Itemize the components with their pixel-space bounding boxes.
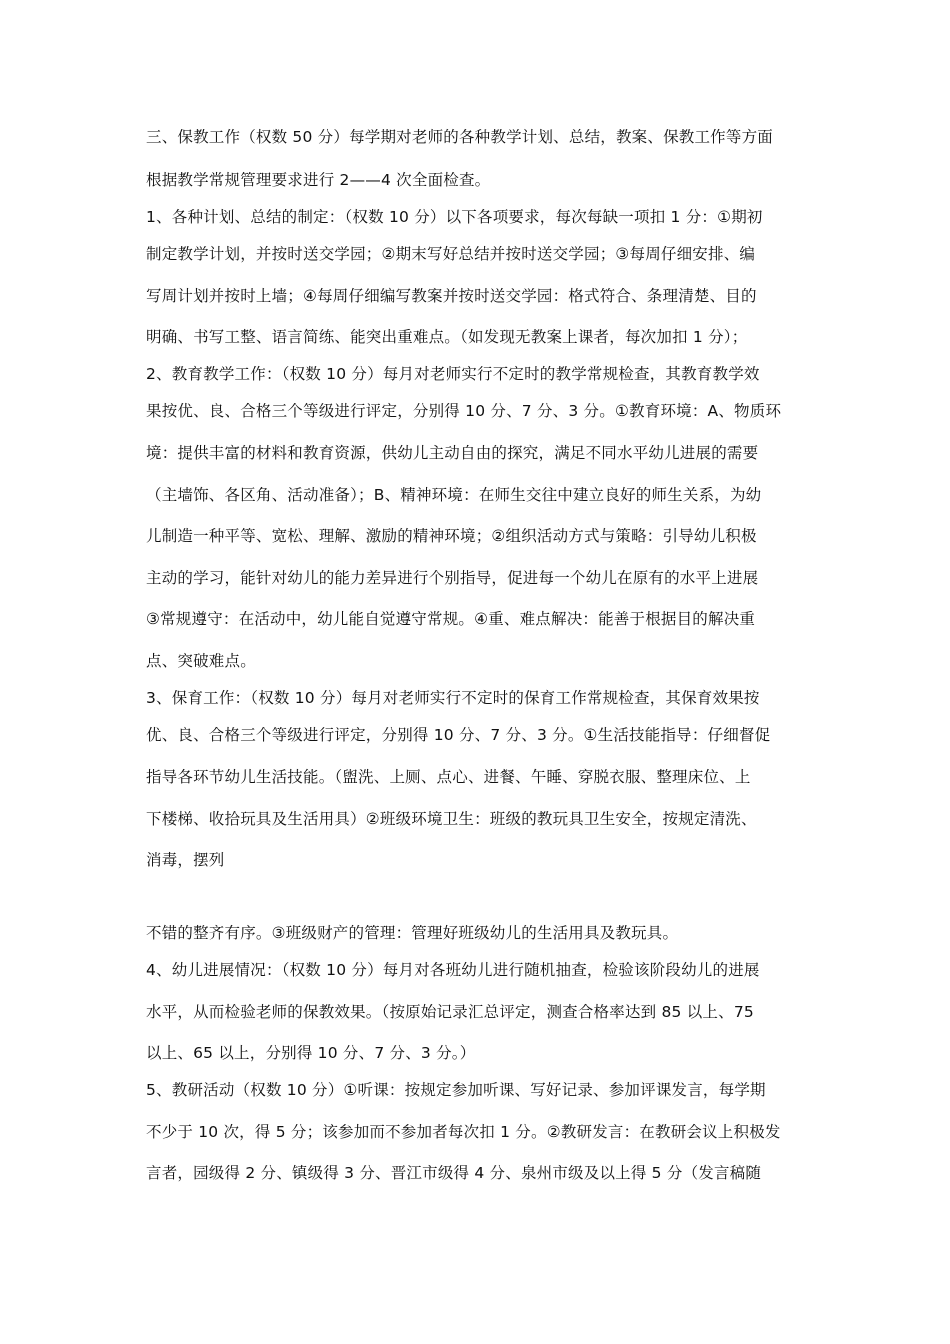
text-line: 指导各环节幼儿生活技能。（盥洗、上厕、点心、进餐、午睡、穿脱衣服、整理床位、上 <box>146 768 751 786</box>
text-line: 消毒，摆列 <box>146 851 225 869</box>
text-line: 制定教学计划，并按时送交学园；②期末写好总结并按时送交学园；③每周仔细安排、编 <box>146 245 756 263</box>
text-line: 4、幼儿进展情况：（权数 10 分）每月对各班幼儿进行随机抽查，检验该阶段幼儿的进展 <box>146 961 760 979</box>
text-line: 根据教学常规管理要求进行 2——4 次全面检查。 <box>146 171 491 189</box>
text-line: 水平，从而检验老师的保教效果。（按原始记录汇总评定，测查合格率达到 85 以上、75 <box>146 1003 754 1021</box>
text-line: 1、各种计划、总结的制定：（权数 10 分）以下各项要求，每次每缺一项扣 1 分：①期初 <box>146 208 763 226</box>
text-line: 言者，园级得 2 分、镇级得 3 分、晋江市级得 4 分、泉州市级及以上得 5 分（发言稿随 <box>146 1164 762 1182</box>
text-line: 不少于 10 次，得 5 分；该参加而不参加者每次扣 1 分。②教研发言：在教研会议上积极发 <box>146 1123 781 1141</box>
text-line: 境：提供丰富的材料和教育资源，供幼儿主动自由的探究，满足不同水平幼儿进展的需要 <box>146 444 759 462</box>
text-line: 优、良、合格三个等级进行评定，分别得 10 分、7 分、3 分。①生活技能指导：仔细督促 <box>146 726 771 744</box>
text-line: 不错的整齐有序。③班级财产的管理：管理好班级幼儿的生活用具及教玩具。 <box>146 924 679 942</box>
text-line: 明确、书写工整、语言简练、能突出重难点。（如发现无教案上课者，每次加扣 1 分）； <box>146 328 748 346</box>
text-line: 写周计划并按时上墙；④每周仔细编写教案并按时送交学园：格式符合、条理清楚、目的 <box>146 287 757 305</box>
text-line: 2、教育教学工作：（权数 10 分）每月对老师实行不定时的教学常规检查，其教育教学效 <box>146 365 760 383</box>
text-line: 5、教研活动（权数 10 分）①听课：按规定参加听课、写好记录、参加评课发言，每学期 <box>146 1081 766 1099</box>
text-line: （主墙饰、各区角、活动准备）；B、精神环境：在师生交往中建立良好的师生关系，为幼 <box>146 486 762 504</box>
text-line: ③常规遵守：在活动中，幼儿能自觉遵守常规。④重、难点解决：能善于根据目的解决重 <box>146 610 756 628</box>
text-line: 3、保育工作：（权数 10 分）每月对老师实行不定时的保育工作常规检查，其保育效果按 <box>146 689 760 707</box>
text-line: 下楼梯、收拾玩具及生活用具）②班级环境卫生：班级的教玩具卫生安全，按规定清洗、 <box>146 810 757 828</box>
text-line: 儿制造一种平等、宽松、理解、激励的精神环境；②组织活动方式与策略：引导幼儿积极 <box>146 527 757 545</box>
text-line: 果按优、良、合格三个等级进行评定，分别得 10 分、7 分、3 分。①教育环境：A、物质环 <box>146 402 782 420</box>
text-line: 主动的学习，能针对幼儿的能力差异进行个别指导，促进每一个幼儿在原有的水平上进展 <box>146 569 759 587</box>
text-line: 以上、65 以上，分别得 10 分、7 分、3 分。） <box>146 1044 476 1062</box>
text-line: 三、保教工作（权数 50 分）每学期对老师的各种教学计划、总结，教案、保教工作等方面 <box>146 128 773 146</box>
text-line: 点、突破难点。 <box>146 652 256 670</box>
